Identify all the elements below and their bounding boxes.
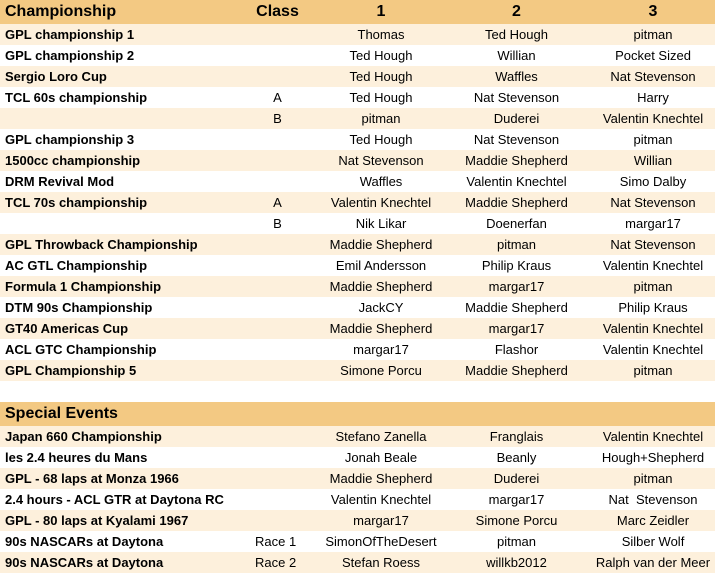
class-cell	[245, 234, 310, 255]
class-cell	[245, 468, 310, 489]
table-row	[0, 489, 715, 510]
third-place-cell: Valentin Knechtel	[602, 258, 704, 273]
first-place-cell: Emil Andersson	[335, 258, 427, 273]
second-place-cell: margar17	[488, 279, 545, 294]
championship-name	[5, 213, 245, 234]
class-cell: B	[273, 216, 282, 231]
table-row	[0, 510, 715, 531]
table-row	[0, 318, 715, 339]
class-cell	[245, 510, 310, 531]
header-second-place: 2	[512, 3, 521, 20]
championship-name: GPL championship 2	[5, 48, 135, 63]
class-cell	[245, 489, 310, 510]
third-place-cell: pitman	[633, 279, 673, 294]
second-place-cell: Nat Stevenson	[473, 90, 560, 105]
third-place-cell: Silber Wolf	[621, 534, 685, 549]
table-row	[0, 468, 715, 489]
second-place-cell: Willian	[497, 48, 536, 63]
class-cell: B	[273, 111, 282, 126]
first-place-cell: Simone Porcu	[340, 363, 422, 378]
class-cell	[245, 255, 310, 276]
third-place-cell: Simo Dalby	[619, 174, 687, 189]
class-cell	[245, 66, 310, 87]
table-row	[0, 276, 715, 297]
table-row	[0, 87, 715, 108]
table-row	[0, 426, 715, 447]
third-place-cell: pitman	[633, 363, 673, 378]
header-third-place: 3	[648, 3, 658, 20]
first-place-cell: Nat Stevenson	[338, 153, 424, 168]
event-name: 90s NASCARs at Daytona	[5, 555, 164, 570]
class-cell	[245, 339, 310, 360]
championship-name: DTM 90s Championship	[5, 300, 153, 315]
third-place-cell: Ralph van der Meer	[595, 555, 711, 570]
first-place-cell: Ted Hough	[349, 69, 413, 84]
table-row	[0, 234, 715, 255]
championship-name: TCL 60s championship	[5, 90, 148, 105]
table-row	[0, 108, 715, 129]
championship-name: Sergio Loro Cup	[5, 69, 107, 84]
third-place-cell: Nat Stevenson	[608, 492, 698, 507]
special-events-header	[0, 402, 715, 426]
class-cell	[245, 45, 310, 66]
third-place-cell: pitman	[633, 132, 673, 147]
second-place-cell: Doenerfan	[486, 216, 547, 231]
first-place-cell: Thomas	[357, 27, 405, 42]
class-cell	[245, 171, 310, 192]
class-cell	[245, 447, 310, 468]
first-place-cell: Ted Hough	[349, 48, 413, 63]
first-place-cell: margar17	[353, 342, 409, 357]
table-row	[0, 297, 715, 318]
championship-name: GPL Throwback Championship	[5, 237, 198, 252]
second-place-cell: Flashor	[494, 342, 539, 357]
second-place-cell: Ted Hough	[485, 27, 548, 42]
header-first-place: 1	[376, 3, 386, 20]
first-place-cell: pitman	[361, 111, 401, 126]
championship-name: GPL championship 1	[5, 27, 135, 42]
table-row	[0, 447, 715, 468]
table-row	[0, 150, 715, 171]
first-place-cell: margar17	[353, 513, 409, 528]
second-place-cell: Waffles	[495, 69, 538, 84]
event-name: les 2.4 heures du Mans	[5, 450, 148, 465]
first-place-cell: Ted Hough	[349, 132, 413, 147]
third-place-cell: Valentin Knechtel	[602, 342, 704, 357]
second-place-cell: Nat Stevenson	[473, 132, 560, 147]
class-cell	[245, 150, 310, 171]
first-place-cell: Valentin Knechtel	[330, 195, 432, 210]
first-place-cell: Jonah Beale	[344, 450, 418, 465]
first-place-cell: Ted Hough	[349, 90, 413, 105]
first-place-cell: Nik Likar	[355, 216, 407, 231]
class-cell: Race 1	[255, 534, 297, 549]
event-name: 90s NASCARs at Daytona	[5, 534, 164, 549]
first-place-cell: Maddie Shepherd	[329, 321, 433, 336]
table-row	[0, 66, 715, 87]
second-place-cell: Maddie Shepherd	[465, 363, 568, 378]
championship-name: 1500cc championship	[5, 153, 141, 168]
first-place-cell: Maddie Shepherd	[329, 471, 433, 486]
third-place-cell: Willian	[633, 153, 673, 168]
first-place-cell: Waffles	[359, 174, 403, 189]
table-row	[0, 339, 715, 360]
event-name: GPL - 68 laps at Monza 1966	[5, 471, 179, 486]
second-place-cell: Simone Porcu	[475, 513, 558, 528]
second-place-cell: margar17	[488, 321, 545, 336]
second-place-cell: pitman	[496, 237, 537, 252]
class-cell: A	[273, 90, 282, 105]
second-place-cell: Philip Kraus	[481, 258, 552, 273]
third-place-cell: pitman	[633, 27, 673, 42]
third-place-cell: Hough+Shepherd	[601, 450, 705, 465]
third-place-cell: Valentin Knechtel	[602, 429, 704, 444]
second-place-cell: pitman	[496, 534, 537, 549]
class-cell	[245, 318, 310, 339]
header-class: Class	[256, 3, 299, 20]
second-place-cell: Duderei	[493, 471, 540, 486]
second-place-cell: Maddie Shepherd	[465, 195, 568, 210]
second-place-cell: Valentin Knechtel	[466, 174, 567, 189]
class-cell	[245, 360, 310, 381]
third-place-cell: Pocket Sized	[615, 48, 691, 63]
championship-name: AC GTL Championship	[5, 258, 148, 273]
second-place-cell: Franglais	[489, 429, 544, 444]
third-place-cell: pitman	[633, 471, 673, 486]
class-cell	[245, 426, 310, 447]
class-cell	[245, 24, 310, 45]
class-cell	[245, 276, 310, 297]
table-row	[0, 24, 715, 45]
first-place-cell: Valentin Knechtel	[330, 492, 432, 507]
championship-name: GT40 Americas Cup	[5, 321, 129, 336]
class-cell	[245, 297, 310, 318]
championship-name: Formula 1 Championship	[5, 279, 162, 294]
first-place-cell: SimonOfTheDesert	[325, 534, 437, 549]
table-row	[0, 45, 715, 66]
table-header	[0, 0, 715, 24]
second-place-cell: Beanly	[496, 450, 537, 465]
first-place-cell: Stefan Roess	[341, 555, 421, 570]
second-place-cell: Maddie Shepherd	[465, 300, 568, 315]
table-row	[0, 255, 715, 276]
class-cell: Race 2	[255, 555, 297, 570]
first-place-cell: Stefano Zanella	[335, 429, 427, 444]
header-championship: Championship	[5, 3, 117, 20]
first-place-cell: JackCY	[358, 300, 404, 315]
first-place-cell: Maddie Shepherd	[329, 279, 433, 294]
third-place-cell: Harry	[637, 90, 669, 105]
first-place-cell: Maddie Shepherd	[329, 237, 433, 252]
championship-name: DRM Revival Mod	[5, 174, 115, 189]
third-place-cell: margar17	[625, 216, 681, 231]
third-place-cell: Valentin Knechtel	[602, 111, 704, 126]
championship-name: GPL championship 3	[5, 132, 135, 147]
special-events-title: Special Events	[5, 405, 118, 422]
event-name: 2.4 hours - ACL GTR at Daytona RC	[5, 492, 224, 507]
championship-name	[5, 108, 245, 129]
event-name: GPL - 80 laps at Kyalami 1967	[5, 513, 189, 528]
class-cell: A	[273, 195, 282, 210]
table-row	[0, 192, 715, 213]
table-row	[0, 129, 715, 150]
championship-name: ACL GTC Championship	[5, 342, 157, 357]
class-cell	[245, 129, 310, 150]
table-row	[0, 360, 715, 381]
table-row	[0, 552, 715, 573]
table-row	[0, 531, 715, 552]
event-name: Japan 660 Championship	[5, 429, 162, 444]
third-place-cell: Marc Zeidler	[616, 513, 690, 528]
second-place-cell: Duderei	[493, 111, 540, 126]
second-place-cell: willkb2012	[486, 555, 547, 570]
second-place-cell: Maddie Shepherd	[465, 153, 568, 168]
table-row	[0, 171, 715, 192]
championship-name: TCL 70s championship	[5, 195, 148, 210]
table-row	[0, 213, 715, 234]
third-place-cell: Nat Stevenson	[610, 237, 696, 252]
third-place-cell: Nat Stevenson	[610, 69, 696, 84]
championship-name: GPL Championship 5	[5, 363, 137, 378]
third-place-cell: Valentin Knechtel	[602, 321, 704, 336]
third-place-cell: Philip Kraus	[618, 300, 688, 315]
second-place-cell: margar17	[488, 492, 545, 507]
third-place-cell: Nat Stevenson	[610, 195, 696, 210]
